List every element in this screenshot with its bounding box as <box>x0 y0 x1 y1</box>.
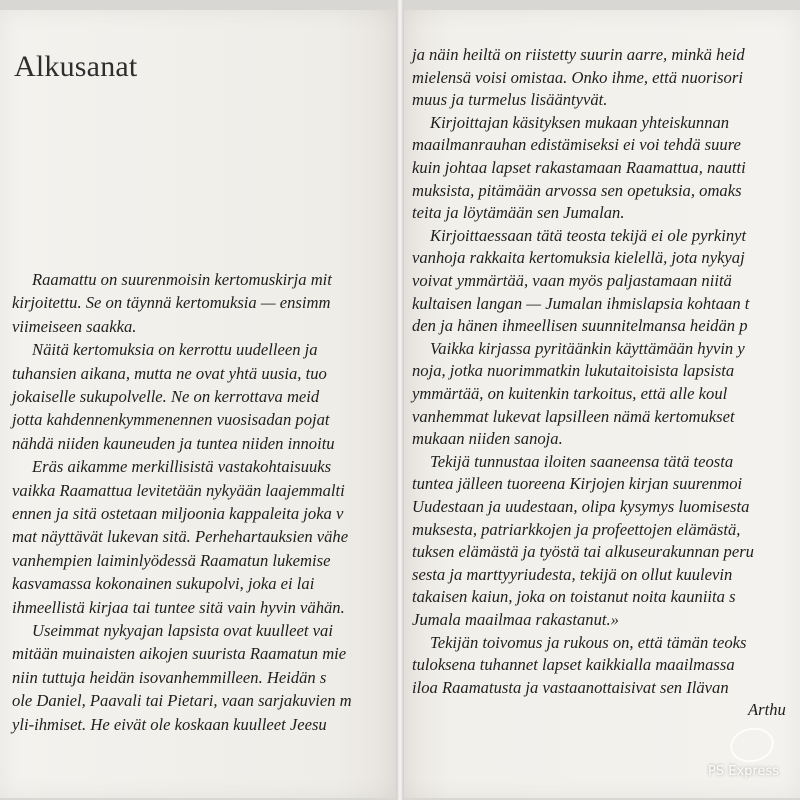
text-line: iloa Raamatusta ja vastaanottaisivat sen Ilävan <box>412 677 729 697</box>
ps-express-logo-icon <box>727 724 777 766</box>
text-line: tuksen elämästä ja työstä tai alkuseurakunnan peru <box>412 542 754 562</box>
text-line: Jumala maailmaa rakastanut.» <box>412 610 619 629</box>
text-line: vanhoja rakkaita kertomuksia kielellä, jota nykyaj <box>412 248 745 268</box>
text-line: voivat ymmärtää, vaan myös paljastamaan niitä <box>412 271 732 290</box>
text-line: tuntea jälleen tuoreena Kirjojen kirjan suurenmoi <box>412 474 743 494</box>
text-line: teita ja löytämään sen Jumalan. <box>412 203 625 223</box>
text-line: vaikka Raamattua levitetään nykyään laajemmalti <box>12 480 345 500</box>
page-title: Alkusanat <box>14 50 138 83</box>
left-page <box>0 10 396 798</box>
text-line: Näitä kertomuksia on kerrottu uudelleen ja <box>32 340 318 360</box>
text-line: Raamattu on suurenmoisin kertomuskirja mit <box>32 270 332 289</box>
text-line: vanhemmat lukevat lapsilleen nämä kertomukset <box>412 406 735 426</box>
text-line: tuloksena tuhannet lapset kaikkialla maailmassa <box>412 655 735 675</box>
text-line: noja, jotka nuorimmatkin lukutaitoisista lapsista <box>412 361 735 381</box>
text-line: muksesta, patriarkkojen ja profeettojen elämästä, <box>412 519 741 539</box>
text-line: Tekijän toivomus ja rukous on, että tämän teoks <box>430 632 747 652</box>
text-line: muksista, pitämään arvossa sen opetuksia, omaks <box>412 180 742 200</box>
text-line: takaisen kaiun, joka on toistanut noita kauniita s <box>412 587 736 607</box>
ps-express-watermark <box>708 728 794 788</box>
text-line: jotta kahdennenkymmenennen vuosisadan pojat <box>12 410 330 430</box>
text-line: Kirjoittaessaan tätä teosta tekijä ei ole pyrkinyt <box>430 225 747 245</box>
text-line: yli-ihmiset. He eivät ole koskaan kuulleet Jeesu <box>12 714 327 734</box>
text-line: ja näin heiltä on riistetty suurin aarre, minkä heid <box>412 45 745 64</box>
text-line: kasvamassa kokonainen sukupolvi, joka ei lai <box>12 574 315 594</box>
text-line: Arthu <box>748 700 786 720</box>
right-page <box>404 10 800 798</box>
page-gutter <box>396 0 404 800</box>
text-line: Uudestaan ja uudestaan, olipa kysymys luomisesta <box>412 497 750 516</box>
text-line: mitään muinaisten aikojen suurista Raamatun mie <box>12 644 347 664</box>
text-line: maailmanrauhan edistämiseksi ei voi tehdä suure <box>412 135 741 155</box>
text-line: Useimmat nykyajan lapsista ovat kuulleet vai <box>32 621 333 640</box>
text-line: kultaisen langan — Jumalan ihmislapsia kohtaan t <box>412 293 750 313</box>
text-line: sesta ja marttyyriudesta, tekijä on ollut kuulevin <box>412 564 733 584</box>
text-line: kirjoitettu. Se on täynnä kertomuksia — ensimm <box>12 293 331 313</box>
text-line: vanhempien laiminlyödessä Raamatun lukemise <box>12 550 331 570</box>
text-line: ihmeellistä kirjaa tai tuntee sitä vain hyvin vähän. <box>12 597 345 617</box>
text-line: kuin johtaa lapset rakastamaan Raamattua, nautti <box>412 158 746 177</box>
text-line: Tekijä tunnustaa iloiten saaneensa tätä teosta <box>430 451 734 471</box>
text-line: tuhansien aikana, mutta ne ovat yhtä uusia, tuo <box>12 363 327 383</box>
text-line: nähdä niiden kauneuden ja tuntea niiden innoitu <box>12 433 335 453</box>
text-line: ymmärtää, on kuitenkin tarkoitus, että alle koul <box>412 384 728 403</box>
text-line: mielensä voisi omistaa. Onko ihme, että nuorisori <box>412 67 743 87</box>
watermark-text: PS Express <box>708 764 779 779</box>
text-line: Eräs aikamme merkillisistä vastakohtaisuuks <box>32 457 332 477</box>
text-line: ole Daniel, Paavali tai Pietari, vaan sarjakuvien m <box>12 691 352 711</box>
text-line: jokaiselle sukupolvelle. Ne on kerrottava meid <box>12 387 320 406</box>
text-line: niin tuttuja heidän isovanhemmilleen. Heidän s <box>12 667 327 687</box>
text-line: mat näyttävät lukevan sitä. Perhehartauksien vähe <box>12 527 349 547</box>
text-line: viimeiseen saakka. <box>12 316 137 336</box>
text-line: den ja hänen ihmeellisen suunnitelmansa heidän p <box>412 316 748 336</box>
text-line: mukaan niiden sanoja. <box>412 429 563 449</box>
text-line: Kirjoittajan käsityksen mukaan yhteiskunnan <box>430 112 730 132</box>
text-line: muus ja turmelus lisääntyvät. <box>412 90 608 110</box>
text-line: ennen ja sitä ostetaan miljoonia kappaleita joka v <box>12 504 344 523</box>
text-line: Vaikka kirjassa pyritäänkin käyttämään hyvin y <box>430 338 745 358</box>
